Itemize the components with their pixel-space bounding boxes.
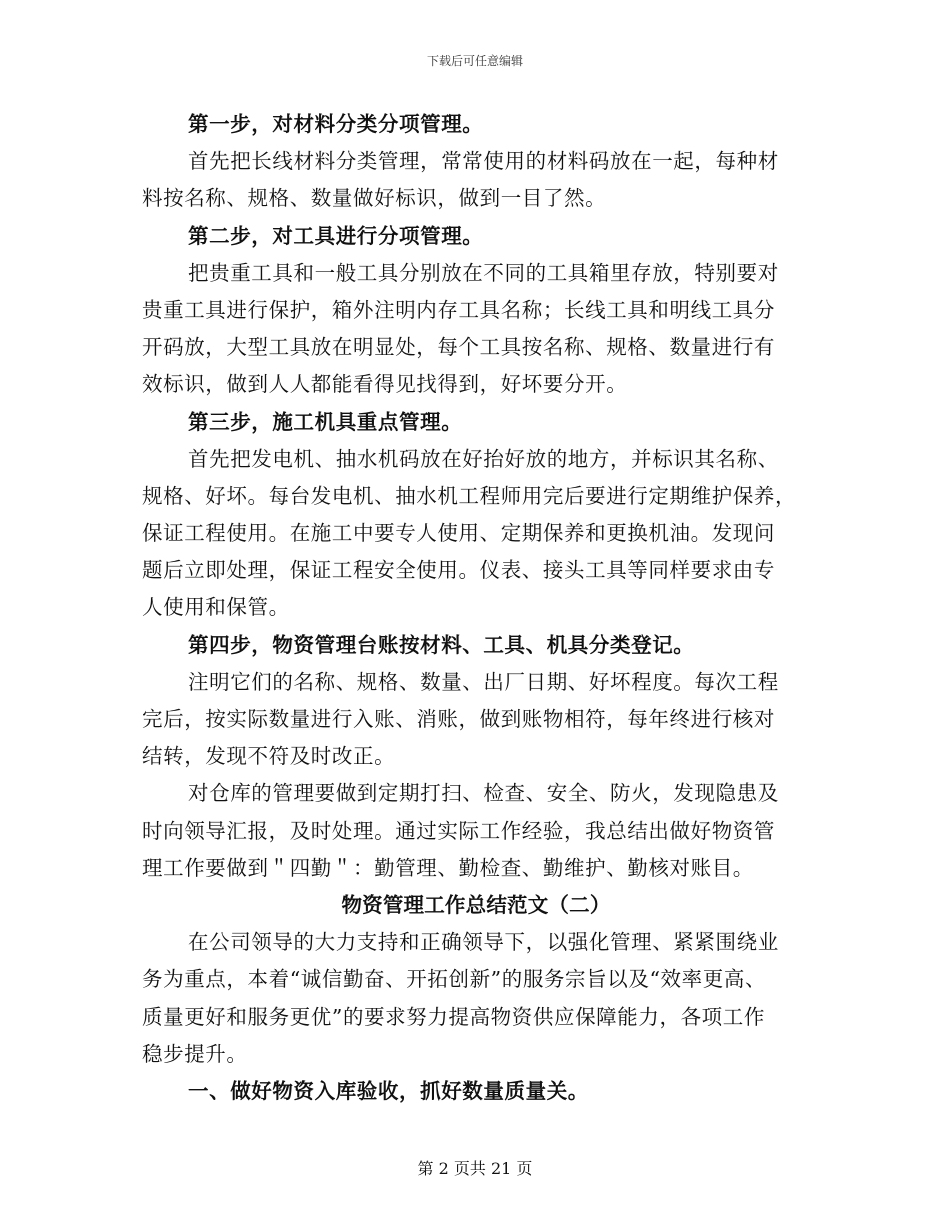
paragraph-line: 在公司领导的大力支持和正确领导下，以强化管理、紧紧围绕业 [188, 930, 779, 955]
step-heading: 第一步，对材料分类分项管理。 [188, 112, 484, 136]
paragraph-line: 对仓库的管理要做到定期打扫、检查、安全、防火，发现隐患及 [188, 781, 779, 806]
step-heading: 一、做好物资入库验收，抓好数量质量关。 [188, 1078, 589, 1103]
paragraph-line: 开码放，大型工具放在明显处，每个工具按名称、规格、数量进行有 [142, 335, 775, 360]
paragraph-line: 人使用和保管。 [142, 595, 290, 620]
step-heading: 第三步，施工机具重点管理。 [188, 409, 463, 434]
paragraph-line: 首先把发电机、抽水机码放在好抬好放的地方，并标识其名称、 [188, 446, 779, 471]
paragraph-line: 把贵重工具和一般工具分别放在不同的工具箱里存放，特别要对 [188, 260, 779, 285]
paragraph-line: 时向领导汇报，及时处理。通过实际工作经验，我总结出做好物资管 [142, 818, 775, 843]
paragraph-line: 注明它们的名称、规格、数量、出厂日期、好坏程度。每次工程 [188, 669, 779, 694]
paragraph-line: 保证工程使用。在施工中要专人使用、定期保养和更换机油。发现问 [142, 521, 775, 546]
paragraph-line: 务为重点，本着“诚信勤奋、开拓创新”的服务宗旨以及“效率更高、 [142, 967, 767, 992]
page-header-note: 下载后可任意编辑 [426, 54, 523, 68]
paragraph-line: 结转，发现不符及时改正。 [142, 744, 396, 769]
paragraph-line: 效标识，做到人人都能看得见找得到，好坏要分开。 [142, 372, 628, 397]
paragraph-line: 首先把长线材料分类管理，常常使用的材料码放在一起，每种材 [188, 149, 779, 174]
section-title: 物资管理工作总结范文（二） [341, 892, 611, 917]
document-body [142, 106, 810, 1110]
paragraph-line: 贵重工具进行保护，箱外注明内存工具名称；长线工具和明线工具分 [142, 297, 775, 322]
paragraph-line: 质量更好和服务更优”的要求努力提高物资供应保障能力，各项工作 [142, 1004, 765, 1029]
step-heading: 第二步，对工具进行分项管理。 [188, 223, 484, 248]
paragraph-line: 题后立即处理，保证工程安全使用。仪表、接头工具等同样要求由专 [142, 558, 775, 583]
paragraph-line: 理工作要做到＂四勤＂：勤管理、勤检查、勤维护、勤核对账目。 [142, 855, 754, 880]
page-number: 第 2 页共 21 页 [417, 1159, 533, 1178]
paragraph-line: 料按名称、规格、数量做好标识，做到一目了然。 [142, 186, 607, 211]
paragraph-line: 规格、好坏。每台发电机、抽水机工程师用完后要进行定期维护保养， [142, 483, 797, 508]
paragraph-line: 稳步提升。 [142, 1041, 248, 1066]
step-heading: 第四步，物资管理台账按材料、工具、机具分类登记。 [188, 632, 695, 657]
paragraph-line: 完后，按实际数量进行入账、消账，做到账物相符，每年终进行核对 [142, 707, 775, 731]
